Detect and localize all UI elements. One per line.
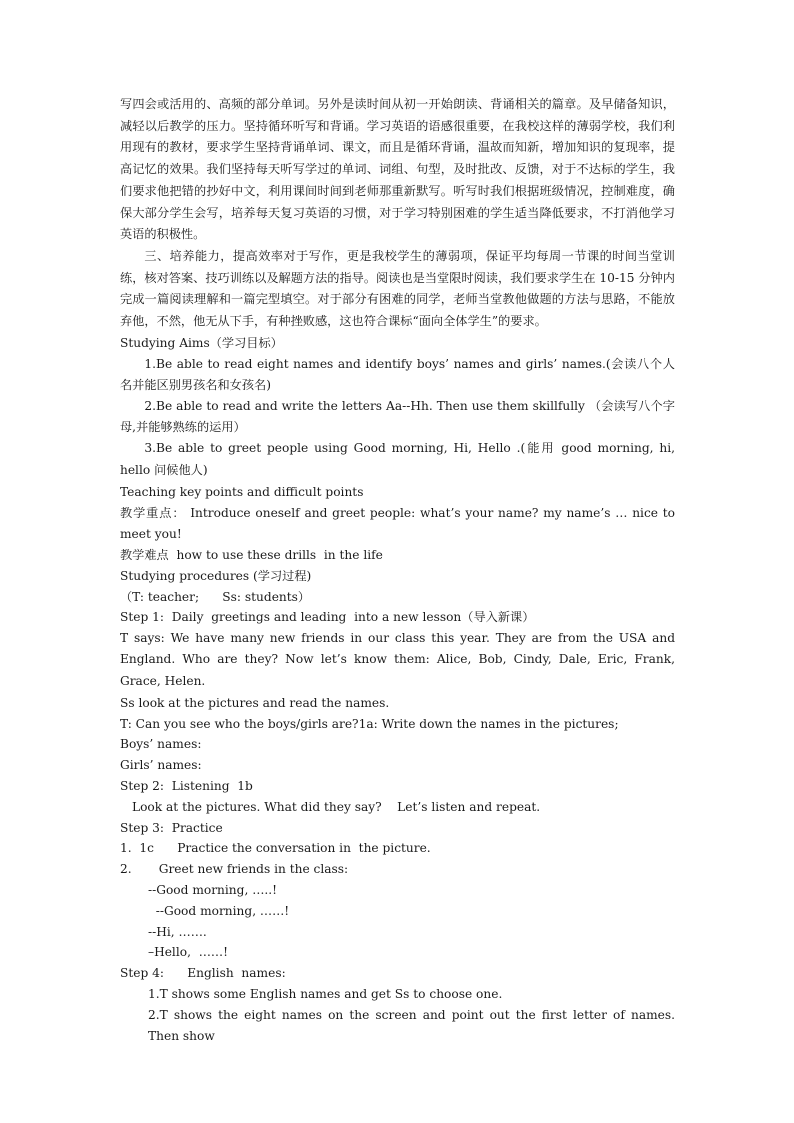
intro-paragraph-1: 写四会或活用的、高频的部分单词。另外是读时间从初一开始朗读、背诵相关的篇章。及早储备知识，减轻以后教学的压力。坚持循环听写和背诵。学习英语的语感很重要，在我校这样的薄弱学校，我们利用现有的教材，要求学生坚持背诵单词、课文，而且是循环背诵，温故而知新，增加知识的复现率，提高记忆的效果。我们坚持每天听写学过的单词、词组、句型，及时批改、反馈，对于不达标的学生，我们要求他把错的抄好中文，利用课间时间到老师那重新默写。听写时我们根据班级情况，控制难度，确保大部分学生会写，培养每天复习英语的习惯，对于学习特别困难的学生适当降低要求，不打消他学习英语的积极性。 (120, 97, 675, 242)
step3-title: Step 3: Practice (120, 820, 223, 835)
aim-item-3: 3.Be able to greet people using Good morning, Hi, Hello .(能用 good morning, hi, hello 问候他人) (120, 441, 675, 477)
intro-paragraph-2: 三、培养能力，提高效率对于写作，更是我校学生的薄弱项，保证平均每周一节课的时间当堂训练，核对答案、技巧训练以及解题方法的指导。阅读也是当堂限时阅读，我们要求学生在 10-15 分钟内完成一篇阅读理解和一篇完型填空。对于部分有困难的同学，老师当堂教他做题的方法与思路，不能放弃他，不然，他无从下手，有种挫败感，这也符合课标“面向全体学生”的要求。 (120, 248, 675, 329)
key-point: 教学重点： Introduce oneself and greet people: what’s your name? my name’s … nice to meet you! (120, 505, 675, 541)
step1-text: T says: We have many new friends in our class this year. They are from the USA and England. Who are they? Now let’s know them: Alice, Bob, Cindy, Dale, Eric, Frank, Grace, Helen. (120, 631, 675, 688)
step1-line-2: T: Can you see who the boys/girls are?1a: Write down the names in the pictures; (120, 716, 619, 731)
step1-line-3: Boys’ names: (120, 737, 202, 752)
aim-item-2: 2.Be able to read and write the letters Aa--Hh. Then use them skillfully （会读写八个字母,并能够熟练的运用） (120, 398, 675, 435)
dialog-line: --Hi, ……. (148, 924, 207, 939)
step4-title: Step 4: English names: (120, 966, 286, 981)
step1-line-1: Ss look at the pictures and read the names. (120, 695, 390, 710)
step4-item-1: 1.T shows some English names and get Ss to choose one. (148, 986, 503, 1001)
aim-item-1: 1.Be able to read eight names and identify boys’ names and girls’ names.(会读八个人名并能区别男孩名和女孩名) (120, 356, 675, 392)
step4-item-2: 2.T shows the eight names on the screen and point out the first letter of names. Then show (148, 1007, 675, 1043)
keypoints-heading: Teaching key points and difficult points (120, 484, 364, 499)
dialog-line: --Good morning, ……! (148, 903, 290, 918)
step2-text: Look at the pictures. What did they say? Let’s listen and repeat. (132, 799, 541, 814)
aims-heading: Studying Aims（学习目标） (120, 335, 283, 350)
step3-item-2: 2. Greet new friends in the class: (120, 862, 349, 877)
procedures-legend: （T: teacher; Ss: students） (120, 589, 311, 604)
dialog-line: --Good morning, …..! (148, 882, 278, 897)
step1-line-4: Girls’ names: (120, 758, 202, 773)
procedures-heading: Studying procedures (学习过程) (120, 568, 312, 583)
step3-item-1: 1. 1c Practice the conversation in the picture. (120, 841, 431, 856)
step1-title: Step 1: Daily greetings and leading into a new lesson（导入新课） (120, 610, 535, 625)
step2-title: Step 2: Listening 1b (120, 778, 253, 793)
difficult-point: 教学难点 how to use these drills in the life (120, 547, 383, 562)
dialog-line: –Hello, ……! (148, 945, 228, 960)
document-page (120, 94, 675, 1047)
